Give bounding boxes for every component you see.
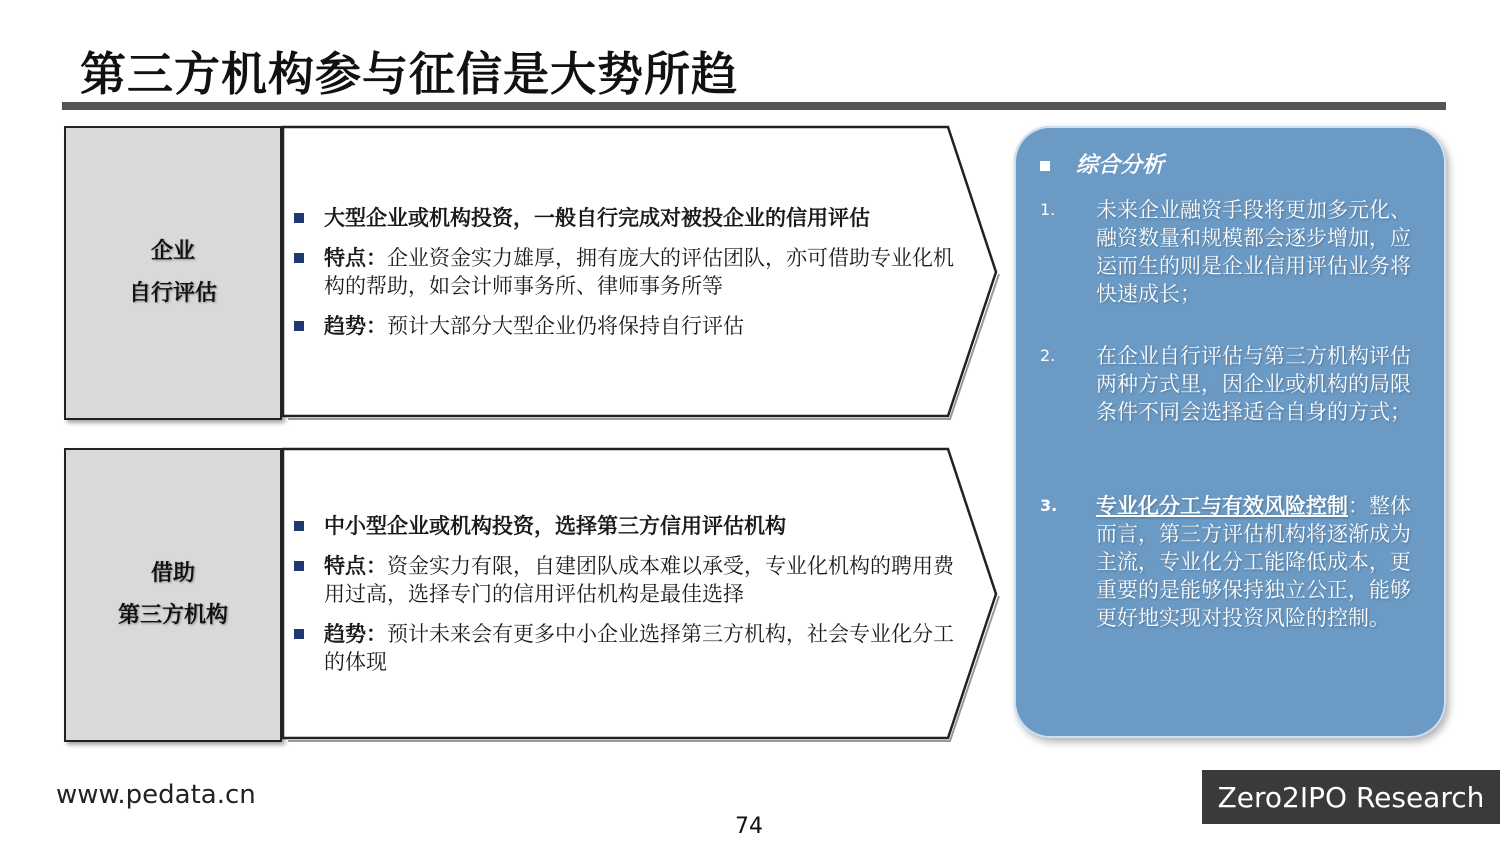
panel-item — [1040, 342, 1430, 426]
page-number: 74 — [735, 814, 763, 839]
brand-logo: Zero2IPO Research — [1202, 770, 1500, 824]
row-label-self-assessment — [64, 126, 282, 420]
bullet-heading: 中小型企业或机构投资，选择第三方信用评估机构 — [324, 514, 786, 538]
list-item — [294, 620, 974, 676]
square-bullet-icon — [294, 213, 304, 223]
panel-heading — [1040, 148, 1164, 179]
square-bullet-icon — [294, 321, 304, 331]
bullet-heading: 趋势： — [324, 622, 387, 646]
item-text-body: ：整体而言，第三方评估机构将逐渐成为主流，专业化分工能降低成本，更重要的是能够保持独立公正，能够更好地实现对投资风险的控制。 — [1096, 494, 1411, 630]
bullet-heading: 大型企业或机构投资，一般自行完成对被投企业的信用评估 — [324, 206, 870, 230]
list-item — [294, 512, 974, 540]
list-item — [294, 552, 974, 608]
row-label-line1: 借助 — [150, 561, 195, 586]
row-label-line1: 企业 — [150, 239, 195, 264]
row-label-third-party — [64, 448, 282, 742]
bullet-heading: 特点： — [324, 554, 387, 578]
panel-item — [1040, 492, 1430, 632]
bullet-heading: 趋势： — [324, 314, 387, 338]
item-text — [1096, 492, 1430, 632]
bullet-heading: 特点： — [324, 246, 387, 270]
square-bullet-icon — [294, 629, 304, 639]
square-bullet-icon — [294, 561, 304, 571]
list-item — [294, 312, 974, 340]
bullet-text: 预计大部分大型企业仍将保持自行评估 — [387, 314, 744, 338]
panel-heading-text: 综合分析 — [1076, 153, 1165, 178]
row-description — [294, 512, 974, 688]
square-bullet-icon — [294, 253, 304, 263]
item-number: 2. — [1040, 346, 1056, 365]
bullet-text: 企业资金实力雄厚，拥有庞大的评估团队，亦可借助专业化机构的帮助，如会计师事务所、律师事务所等 — [324, 246, 954, 298]
item-text: 在企业自行评估与第三方机构评估两种方式里，因企业或机构的局限条件不同会选择适合自身的方式； — [1096, 344, 1411, 424]
analysis-panel — [1014, 126, 1446, 738]
square-bullet-icon — [1040, 161, 1050, 171]
website-url: www.pedata.cn — [56, 780, 256, 810]
square-bullet-icon — [294, 521, 304, 531]
item-number: 1. — [1040, 200, 1056, 219]
row-label-line2: 自行评估 — [128, 281, 217, 306]
list-item — [294, 244, 974, 300]
row-label-line2: 第三方机构 — [117, 603, 228, 628]
bullet-text: 资金实力有限，自建团队成本难以承受，专业化机构的聘用费用过高，选择专门的信用评估机构是最佳选择 — [324, 554, 954, 606]
title-divider — [62, 102, 1446, 110]
item-highlight: 专业化分工与有效风险控制 — [1096, 494, 1348, 518]
list-item — [294, 204, 974, 232]
row-description — [294, 204, 974, 352]
page-title: 第三方机构参与征信是大势所趋 — [80, 47, 738, 101]
item-text: 未来企业融资手段将更加多元化、融资数量和规模都会逐步增加，应运而生的则是企业信用评估业务将快速成长； — [1096, 198, 1411, 306]
item-number: 3. — [1040, 496, 1058, 515]
panel-item — [1040, 196, 1430, 308]
bullet-text: 预计未来会有更多中小企业选择第三方机构，社会专业化分工的体现 — [324, 622, 954, 674]
